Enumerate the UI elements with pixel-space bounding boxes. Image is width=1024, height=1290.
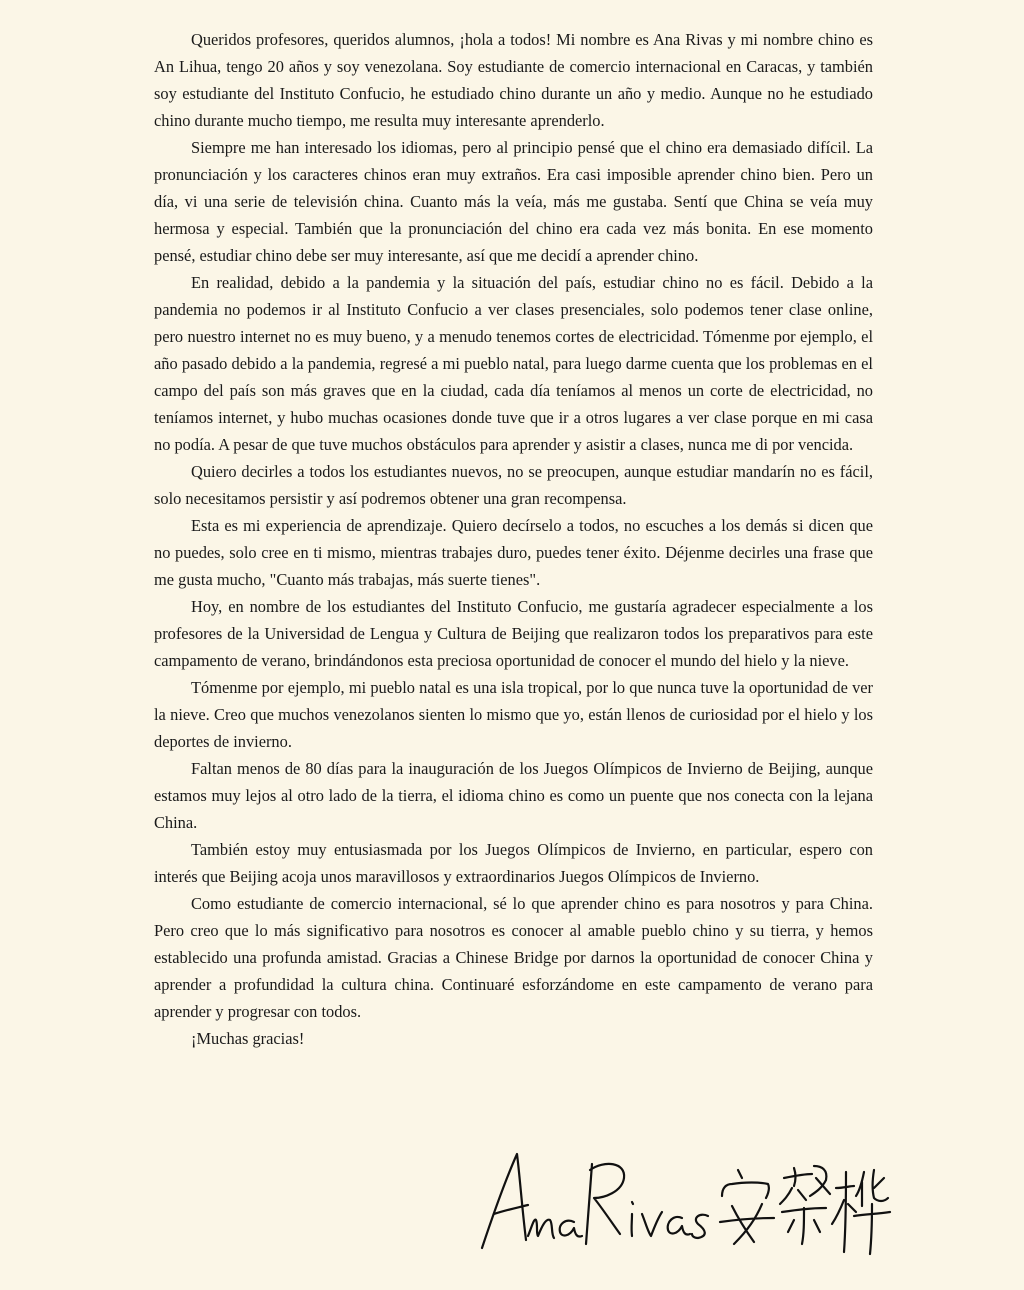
paragraph-pandemic: En realidad, debido a la pandemia y la situación del país, estudiar chino no es fácil. Debido a la pandemia no podemos ir al Instituto Confucio a ver clases presenciales, solo podemos tener clase online, pero nuestro internet no es muy bueno, y a menudo tenemos cortes de electricidad. Tómenme por ejemplo, el año pasado debido a la pandemia, regresé a mi pueblo natal, para luego darme cuenta que los problemas en el campo del país son más graves que en la ciudad, cada día teníamos al menos un corte de electricidad, no teníamos internet, y hubo muchas ocasiones donde tuve que ir a otros lugares a ver clase porque en mi casa no podía. A pesar de que tuve muchos obstáculos para aprender y asistir a clases, nunca me di por vencida. xyxy=(154,273,873,454)
paragraph-olympics-countdown: Faltan menos de 80 días para la inauguración de los Juegos Olímpicos de Invierno de Beijing, aunque estamos muy lejos al otro lado de la tierra, el idioma chino es como un puente que nos conecta con la lejana China. xyxy=(154,759,873,832)
paragraph-thanks: Hoy, en nombre de los estudiantes del Instituto Confucio, me gustaría agradecer especialmente a los profesores de la Universidad de Lengua y Cultura de Beijing que realizaron todos los preparativos para este campamento de verano, brindándonos esta preciosa oportunidad de conocer el mundo del hielo y la nieve. xyxy=(154,597,873,670)
paragraph-advice: Quiero decirles a todos los estudiantes nuevos, no se preocupen, aunque estudiar mandarín no es fácil, solo necesitamos persistir y así podremos obtener una gran recompensa. xyxy=(154,462,873,508)
closing-line: ¡Muchas gracias! xyxy=(191,1029,305,1048)
paragraph-interest: Siempre me han interesado los idiomas, pero al principio pensé que el chino era demasiado difícil. La pronunciación y los caracteres chinos eran muy extraños. Era casi imposible aprender chino bien. Pero un día, vi una serie de televisión china. Cuanto más la veía, más me gustaba. Sentí que China se veía muy hermosa y especial. También que la pronunciación del chino era cada vez más bonita. En ese momento pensé, estudiar chino debe ser muy interesante, así que me decidí a aprender chino. xyxy=(154,138,873,265)
paragraph-experience: Esta es mi experiencia de aprendizaje. Quiero decírselo a todos, no escuches a los demás si dicen que no puedes, solo cree en ti mismo, mientras trabajes duro, puedes tener éxito. Déjenme decirles una frase que me gusta mucho, "Cuanto más trabajas, más suerte tienes". xyxy=(154,516,873,589)
letter-body xyxy=(154,26,873,1052)
paragraph-conclusion: Como estudiante de comercio internacional, sé lo que aprender chino es para nosotros y para China. Pero creo que lo más significativo para nosotros es conocer al amable pueblo chino y su tierra, y hemos establecido una profunda amistad. Gracias a Chinese Bridge por darnos la oportunidad de conocer China y aprender a profundidad la cultura china. Continuaré esforzándome en este campamento de verano para aprender y progresar con todos. xyxy=(154,894,873,1021)
paragraph-hometown: Tómenme por ejemplo, mi pueblo natal es una isla tropical, por lo que nunca tuve la oportunidad de ver la nieve. Creo que muchos venezolanos sienten lo mismo que yo, están llenos de curiosidad por el hielo y los deportes de invierno. xyxy=(154,678,873,751)
paragraph-olympics-hope: También estoy muy entusiasmada por los Juegos Olímpicos de Invierno, en particular, espero con interés que Beijing acoja unos maravillosos y extraordinarios Juegos Olímpicos de Invierno. xyxy=(154,840,873,886)
paragraph-greeting: Queridos profesores, queridos alumnos, ¡hola a todos! Mi nombre es Ana Rivas y mi nombre chino es An Lihua, tengo 20 años y soy venezolana. Soy estudiante de comercio internacional en Caracas, y también soy estudiante del Instituto Confucio, he estudiado chino durante un año y medio. Aunque no he estudiado chino durante mucho tiempo, me resulta muy interesante aprenderlo. xyxy=(154,30,873,130)
handwritten-signature-icon xyxy=(470,1148,900,1263)
